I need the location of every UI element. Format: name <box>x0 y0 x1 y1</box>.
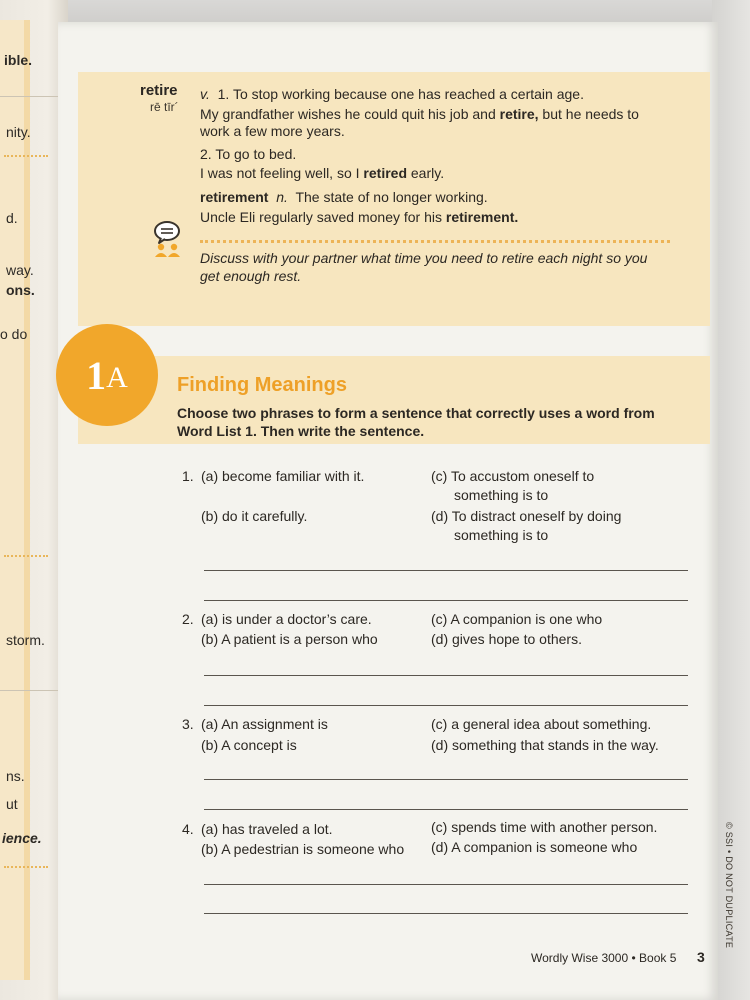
exercise-number: 1. <box>182 468 194 484</box>
left-page-fragment: d. <box>6 210 18 226</box>
section-number: 1 <box>86 352 107 398</box>
definition-sense-2 <box>200 146 670 163</box>
choice-d: (d) To distract oneself by doing <box>431 508 622 524</box>
definition-sense-1 <box>200 86 670 103</box>
left-page-dots <box>4 155 48 157</box>
example-text: early. <box>407 165 445 181</box>
derived-definition-text: The state of no longer working. <box>295 189 488 205</box>
left-page-fragment: ons. <box>6 282 35 298</box>
answer-line[interactable] <box>204 675 688 676</box>
answer-line[interactable] <box>204 705 688 706</box>
choice-d: (d) gives hope to others. <box>431 631 582 647</box>
left-page-fragment: ut <box>6 796 18 812</box>
left-page-fragment: way. <box>6 262 34 278</box>
page-number: 3 <box>697 949 705 965</box>
choice-d: (d) A companion is someone who <box>431 839 638 855</box>
answer-line[interactable] <box>204 809 688 810</box>
left-page-rule <box>0 96 60 97</box>
section-letter: A <box>106 361 128 394</box>
derived-part-of-speech: n. <box>276 189 288 205</box>
choice-c-continued: something is to <box>454 487 549 503</box>
left-page-rule <box>0 690 60 691</box>
choice-a: (a) become familiar with it. <box>201 468 365 484</box>
section-title: Finding Meanings <box>177 374 347 396</box>
example-text: I was not feeling well, so I <box>200 165 364 181</box>
example-bold-word: retired <box>363 165 407 181</box>
example-text: but he needs to work a few more years. <box>200 106 639 139</box>
choice-b: (b) do it carefully. <box>201 508 308 524</box>
answer-line[interactable] <box>204 884 688 885</box>
choice-b: (b) A pedestrian is someone who <box>201 841 405 857</box>
choice-d: (d) something that stands in the way. <box>431 737 659 753</box>
exercise-number: 4. <box>182 821 194 837</box>
answer-line[interactable] <box>204 570 688 571</box>
left-page-fragment: ience. <box>2 830 42 846</box>
dotted-divider <box>200 240 670 243</box>
example-bold-word: retire, <box>499 106 539 122</box>
sense-1-text: 1. To stop working because one has reached a certain age. <box>217 86 584 102</box>
answer-line[interactable] <box>204 600 688 601</box>
exercise-number: 2. <box>182 611 194 627</box>
choice-b: (b) A concept is <box>201 737 297 753</box>
example-bold-word: retirement. <box>445 209 519 225</box>
choice-c: (c) A companion is one who <box>431 611 603 627</box>
left-page-dots <box>4 555 48 557</box>
choice-a: (a) has traveled a lot. <box>201 821 333 837</box>
left-page-fragment: storm. <box>6 632 45 648</box>
choice-b: (b) A patient is a person who <box>201 631 378 647</box>
choice-c: (c) To accustom oneself to <box>431 468 595 484</box>
part-of-speech: v. <box>200 86 210 102</box>
choice-a: (a) An assignment is <box>201 716 328 732</box>
choice-a: (a) is under a doctor’s care. <box>201 611 372 627</box>
discussion-icon <box>152 220 184 258</box>
section-instructions: Choose two phrases to form a sentence that correctly uses a word from Word List 1. Then write the sentence. <box>177 405 655 439</box>
left-page-fragment: ns. <box>6 768 25 784</box>
choice-c: (c) spends time with another person. <box>431 819 658 835</box>
example-text: Uncle Eli regularly saved money for his <box>200 209 446 225</box>
headword: retire <box>140 82 178 99</box>
example-sentence-1 <box>200 106 670 140</box>
left-page-fragment: o do <box>0 326 28 342</box>
answer-line[interactable] <box>204 913 688 914</box>
example-sentence-3 <box>200 209 670 226</box>
left-page-fragment: nity. <box>6 124 31 140</box>
example-sentence-2 <box>200 165 670 182</box>
section-badge <box>56 324 158 426</box>
left-page-dots <box>4 866 48 868</box>
sense-2-text: 2. To go to bed. <box>200 146 297 162</box>
derived-word: retirement <box>200 189 269 205</box>
choice-d-continued: something is to <box>454 527 549 543</box>
derived-word-definition <box>200 189 670 206</box>
example-text: My grandfather wishes he could quit his job and <box>200 106 500 122</box>
left-page-fragment: ible. <box>4 52 33 68</box>
answer-line[interactable] <box>204 779 688 780</box>
choice-c: (c) a general idea about something. <box>431 716 652 732</box>
exercise-number: 3. <box>182 716 194 732</box>
copyright-notice: © SSI • DO NOT DUPLICATE <box>724 822 734 949</box>
pronunciation: rē tīr´ <box>150 100 179 114</box>
book-title-footer: Wordly Wise 3000 • Book 5 <box>531 951 677 965</box>
discussion-prompt: Discuss with your partner what time you need to retire each night so you get enough rest. <box>200 250 648 284</box>
